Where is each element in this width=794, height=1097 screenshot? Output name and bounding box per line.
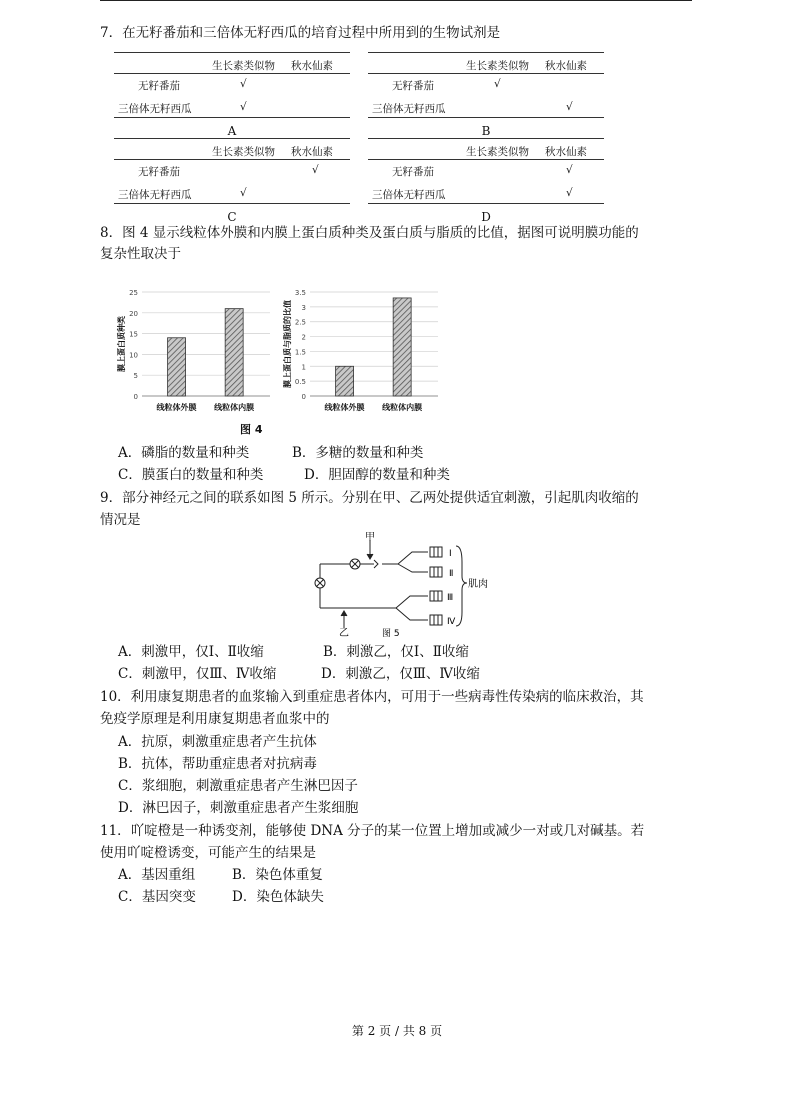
table-cell: √ <box>240 101 247 113</box>
table-cell: 三倍体无籽西瓜 <box>372 189 446 201</box>
table-cell: 秋水仙素 <box>545 146 587 158</box>
q8-option-a[interactable]: A．磷脂的数量和种类 <box>118 445 250 461</box>
option-label: A <box>227 124 237 138</box>
y-tick-label: 0 <box>301 393 306 401</box>
q8-option-c[interactable]: C．膜蛋白的数量和种类 <box>118 467 264 483</box>
table-cell: 秋水仙素 <box>291 60 333 72</box>
bar <box>168 338 186 396</box>
q10-stem-line2: 免疫学原理是利用康复期患者血浆中的 <box>100 711 330 727</box>
table-body <box>368 160 604 204</box>
q9-options-row2 <box>118 663 480 685</box>
table-cell: 生长素类似物 <box>212 60 275 72</box>
q8-options-row2 <box>118 464 450 486</box>
table-cell: 生长素类似物 <box>466 146 529 158</box>
figure4-chart-protein-types <box>110 286 270 420</box>
q7-option-table-b[interactable] <box>368 52 604 138</box>
muscle-1-label: Ⅰ <box>449 549 452 559</box>
q10-option-b[interactable]: B．抗体，帮助重症患者对抗病毒 <box>118 756 317 772</box>
q11-stem-line2: 使用吖啶橙诱变，可能产生的结果是 <box>100 845 316 861</box>
y-tick-label: 10 <box>129 351 138 360</box>
q9-option-c[interactable]: C．刺激甲，仅Ⅲ、Ⅳ收缩 <box>118 666 277 682</box>
table-cell: 秋水仙素 <box>291 146 333 158</box>
q7-stem: 7．在无籽番茄和三倍体无籽西瓜的培育过程中所用到的生物试剂是 <box>100 25 501 41</box>
table-cell: 无籽番茄 <box>138 80 180 92</box>
muscle-end-plate-icon <box>430 591 442 601</box>
q10-option-a[interactable]: A．抗原，刺激重症患者产生抗体 <box>118 734 317 750</box>
y-tick-label: 1 <box>301 363 306 372</box>
y-tick-label: 3.5 <box>294 289 306 297</box>
table-cell: 秋水仙素 <box>545 60 587 72</box>
table-header <box>368 52 604 74</box>
q11-option-c[interactable]: C．基因突变 <box>118 889 196 905</box>
q8-option-d[interactable]: D．胆固醇的数量和种类 <box>304 467 450 483</box>
y-tick-label: 5 <box>133 372 138 381</box>
q10-stem-line1: 10．利用康复期患者的血浆输入到重症患者体内，可用于一些病毒性传染病的临床救治，其 <box>100 689 644 705</box>
table-cell: 无籽番茄 <box>392 166 434 178</box>
q11-stem-line1: 11．吖啶橙是一种诱变剂，能够使 DNA 分子的某一位置上增加或减少一对或几对碱基。若 <box>100 823 645 839</box>
y-tick-label: 0 <box>133 393 138 401</box>
table-cell: √ <box>566 164 573 176</box>
figure4-chart-protein-lipid-ratio <box>278 286 438 420</box>
page-top-rule <box>100 0 692 1</box>
table-body <box>114 74 350 118</box>
q11-option-d[interactable]: D．染色体缺失 <box>232 889 324 905</box>
table-cell: √ <box>240 187 247 199</box>
muscle-4-label: Ⅳ <box>447 617 456 627</box>
figure5-neuron-diagram <box>300 532 500 638</box>
table-cell: 生长素类似物 <box>466 60 529 72</box>
q9-option-a[interactable]: A．刺激甲，仅Ⅰ、Ⅱ收缩 <box>118 644 264 660</box>
bar <box>225 309 243 396</box>
q8-option-b[interactable]: B．多糖的数量和种类 <box>292 445 424 461</box>
y-tick-label: 2 <box>301 333 306 342</box>
q8-stem-line2: 复杂性取决于 <box>100 246 181 262</box>
table-cell: √ <box>494 78 501 90</box>
q7-option-table-d[interactable] <box>368 138 604 224</box>
muscle-end-plate-icon <box>430 567 442 577</box>
stimulus-jia-label: 甲 <box>365 532 375 543</box>
table-cell: √ <box>566 101 573 113</box>
y-axis-label: 膜上蛋白质种类 <box>117 316 126 372</box>
x-tick-label: 线粒体内膜 <box>382 403 423 412</box>
q10-option-d[interactable]: D．淋巴因子，刺激重症患者产生浆细胞 <box>118 800 359 816</box>
q7-option-table-c[interactable] <box>114 138 350 224</box>
q9-option-b[interactable]: B．刺激乙，仅Ⅰ、Ⅱ收缩 <box>323 644 469 660</box>
table-cell: √ <box>240 78 247 90</box>
bar <box>336 366 354 396</box>
y-tick-label: 15 <box>129 330 138 339</box>
q11-options-row2 <box>118 886 324 908</box>
figure5-caption: 图 5 <box>382 629 400 638</box>
figure4-caption: 图 4 <box>240 423 263 436</box>
table-cell: 无籽番茄 <box>392 80 434 92</box>
stimulus-yi-label: 乙 <box>339 628 349 638</box>
option-label: B <box>481 124 491 138</box>
table-header <box>114 138 350 160</box>
bar <box>393 298 411 396</box>
table-cell: 生长素类似物 <box>212 146 275 158</box>
option-label: C <box>227 210 237 224</box>
y-tick-label: 2.5 <box>294 318 306 327</box>
q9-stem-line2: 情况是 <box>100 512 141 528</box>
table-cell: 无籽番茄 <box>138 166 180 178</box>
muscle-2-label: Ⅱ <box>449 569 454 579</box>
y-tick-label: 0.5 <box>294 378 306 387</box>
table-body <box>368 74 604 118</box>
table-cell: √ <box>566 187 573 199</box>
q8-stem-line1: 8．图 4 显示线粒体外膜和内膜上蛋白质种类及蛋白质与脂质的比值，据图可说明膜功能的 <box>100 225 639 241</box>
y-tick-label: 20 <box>129 309 138 318</box>
muscle-label: 肌肉 <box>468 579 488 590</box>
q9-stem-line1: 9．部分神经元之间的联系如图 5 所示。分别在甲、乙两处提供适宜刺激，引起肌肉收缩的 <box>100 490 639 506</box>
q9-options-row1 <box>118 641 469 663</box>
muscle-end-plate-icon <box>430 547 442 557</box>
table-cell: 三倍体无籽西瓜 <box>118 189 192 201</box>
table-cell: 三倍体无籽西瓜 <box>372 103 446 115</box>
option-label: D <box>481 210 491 224</box>
x-tick-label: 线粒体外膜 <box>324 403 365 412</box>
page-footer: 第 2 页 / 共 8 页 <box>351 1024 443 1038</box>
y-tick-label: 25 <box>129 289 138 297</box>
y-tick-label: 3 <box>301 303 306 312</box>
y-tick-label: 1.5 <box>294 348 306 357</box>
q7-option-table-a[interactable] <box>114 52 350 138</box>
table-body <box>114 160 350 204</box>
y-axis-label: 膜上蛋白质与脂质的比值 <box>283 300 292 388</box>
table-header <box>368 138 604 160</box>
table-cell: 三倍体无籽西瓜 <box>118 103 192 115</box>
q11-option-a[interactable]: A．基因重组 <box>118 867 196 883</box>
q10-option-c[interactable]: C．浆细胞，刺激重症患者产生淋巴因子 <box>118 778 358 794</box>
table-header <box>114 52 350 74</box>
table-cell: √ <box>312 164 319 176</box>
q8-options-row1 <box>118 442 423 464</box>
x-tick-label: 线粒体外膜 <box>156 403 197 412</box>
q9-option-d[interactable]: D．刺激乙，仅Ⅲ、Ⅳ收缩 <box>321 666 480 682</box>
q11-option-b[interactable]: B．染色体重复 <box>232 867 323 883</box>
muscle-3-label: Ⅲ <box>447 593 454 603</box>
q11-options-row1 <box>118 864 323 886</box>
x-tick-label: 线粒体内膜 <box>214 403 255 412</box>
muscle-end-plate-icon <box>430 615 442 625</box>
